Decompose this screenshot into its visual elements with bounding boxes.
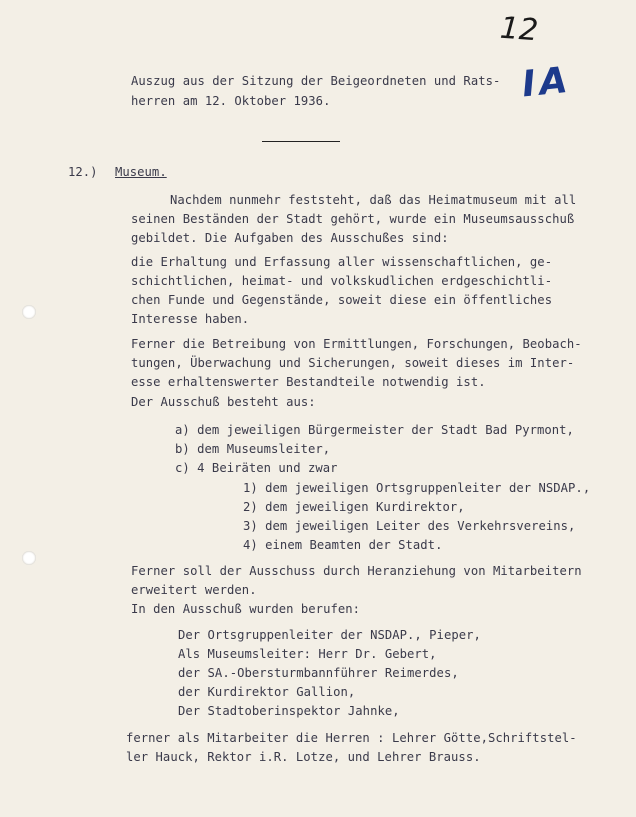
header-line-2: herren am 12. Oktober 1936. xyxy=(131,94,331,108)
member-a: a) dem jeweiligen Bürgermeister der Stadt Bad Pyrmont, xyxy=(175,423,574,437)
appointed-3: der SA.-Obersturmbannführer Reimerdes, xyxy=(178,666,459,680)
advisor-4: 4) einem Beamten der Stadt. xyxy=(243,538,443,552)
closing-line-2: ler Hauck, Rektor i.R. Lotze, und Lehrer Brauss. xyxy=(126,750,481,764)
item-title: Museum. xyxy=(115,165,167,179)
handwritten-code: IA xyxy=(519,59,574,106)
handwritten-page-number: 12 xyxy=(498,10,540,49)
para1-line-2: seinen Beständen der Stadt gehört, wurde ein Museumsausschuß xyxy=(131,212,575,226)
para4-line-2: erweitert werden. xyxy=(131,583,257,597)
para1-line-1: Nachdem nunmehr feststeht, daß das Heimatmuseum mit all xyxy=(170,193,577,207)
para2-line-2: schichtlichen, heimat- und volkskudlichen erdgeschichtli- xyxy=(131,274,553,288)
para2-line-4: Interesse haben. xyxy=(131,312,250,326)
para3-line-4: Der Ausschuß besteht aus: xyxy=(131,395,316,409)
advisor-2: 2) dem jeweiligen Kurdirektor, xyxy=(243,500,465,514)
header-line-1: Auszug aus der Sitzung der Beigeordneten und Rats- xyxy=(131,74,501,88)
appointed-5: Der Stadtoberinspektor Jahnke, xyxy=(178,704,400,718)
appointed-2: Als Museumsleiter: Herr Dr. Gebert, xyxy=(178,647,437,661)
punch-hole-bottom xyxy=(22,551,36,565)
para3-line-3: esse erhaltenswerter Bestandteile notwendig ist. xyxy=(131,375,486,389)
para2-line-1: die Erhaltung und Erfassung aller wissenschaftlichen, ge- xyxy=(131,255,553,269)
para4-line-1: Ferner soll der Ausschuss durch Heranziehung von Mitarbeitern xyxy=(131,564,582,578)
para2-line-3: chen Funde und Gegenstände, soweit diese ein öffentliches xyxy=(131,293,553,307)
para4-line-3: In den Ausschuß wurden berufen: xyxy=(131,602,361,616)
appointed-1: Der Ortsgruppenleiter der NSDAP., Pieper, xyxy=(178,628,481,642)
para3-line-1: Ferner die Betreibung von Ermittlungen, Forschungen, Beobach- xyxy=(131,337,582,351)
para1-line-3: gebildet. Die Aufgaben des Ausschußes sind: xyxy=(131,231,449,245)
header-divider xyxy=(262,141,340,142)
item-number: 12.) xyxy=(68,165,98,179)
punch-hole-top xyxy=(22,305,36,319)
member-b: b) dem Museumsleiter, xyxy=(175,442,331,456)
advisor-3: 3) dem jeweiligen Leiter des Verkehrsvereins, xyxy=(243,519,576,533)
para3-line-2: tungen, Überwachung und Sicherungen, soweit dieses im Inter- xyxy=(131,356,575,370)
closing-line-1: ferner als Mitarbeiter die Herren : Lehrer Götte,Schriftstel- xyxy=(126,731,577,745)
advisor-1: 1) dem jeweiligen Ortsgruppenleiter der NSDAP., xyxy=(243,481,591,495)
member-c: c) 4 Beiräten und zwar xyxy=(175,461,338,475)
appointed-4: der Kurdirektor Gallion, xyxy=(178,685,356,699)
